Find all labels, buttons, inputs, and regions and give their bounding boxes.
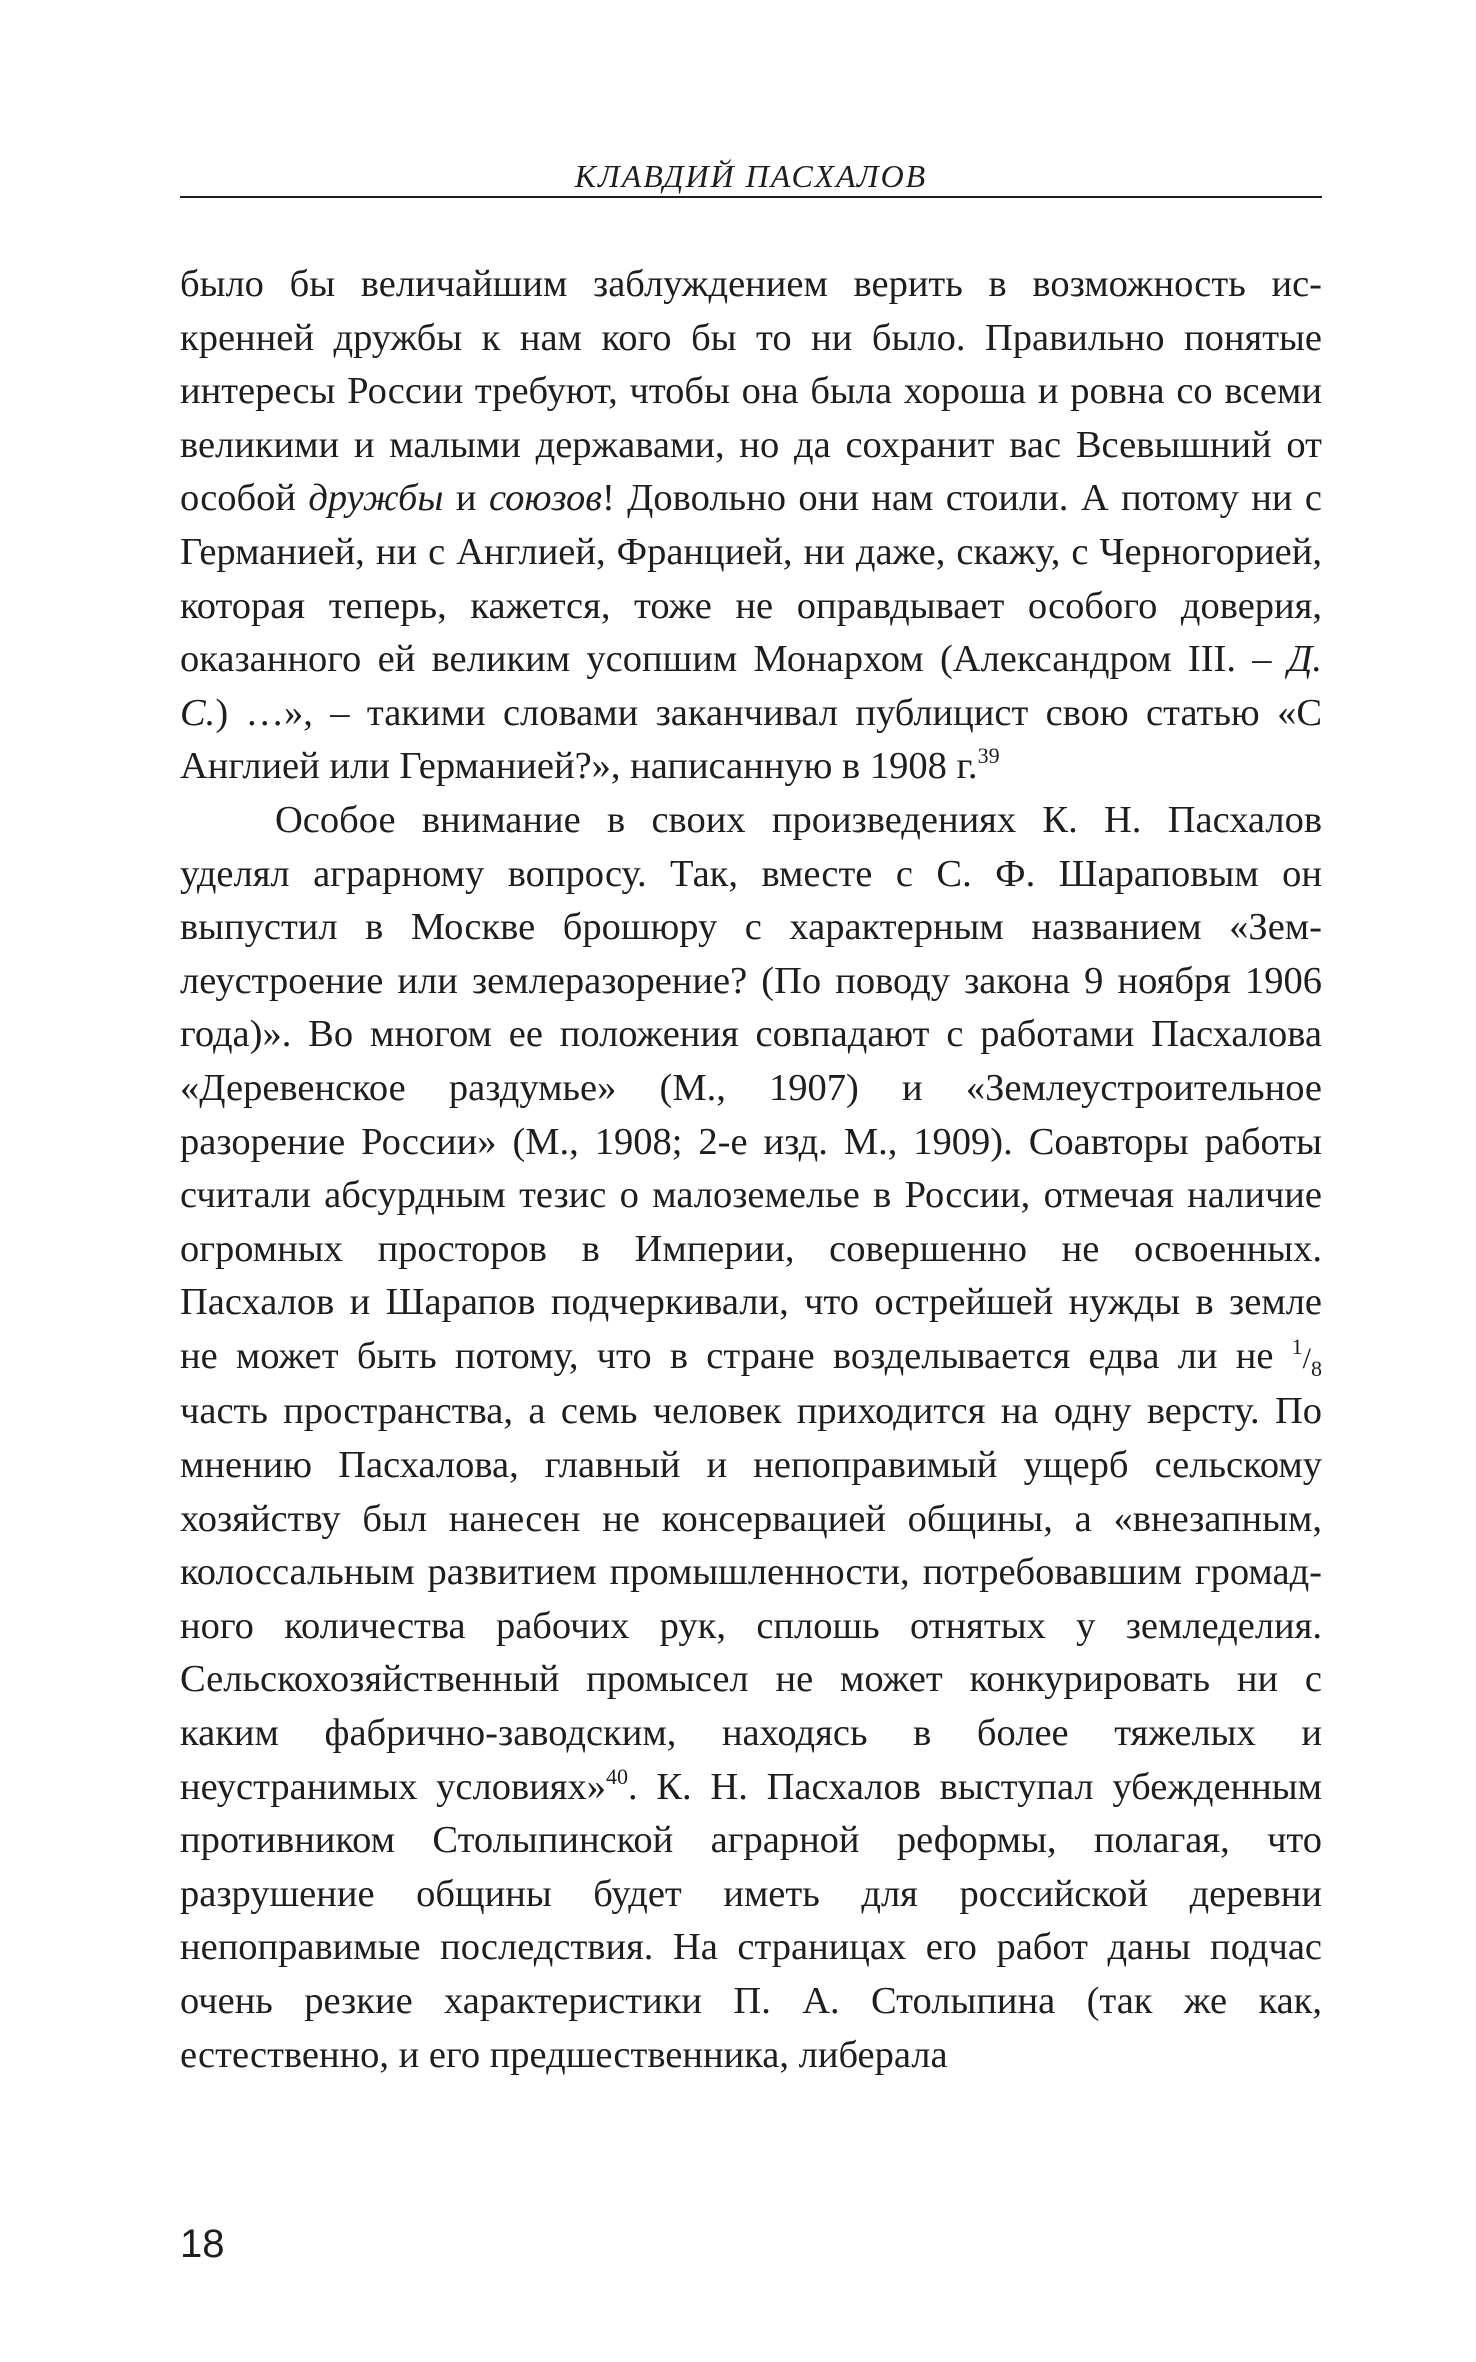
text-run: ) …», – такими словами заканчивал публицист свою статью «С Англией или Германией?», написанную в 1908 г. — [180, 691, 1322, 788]
page-number: 18 — [180, 2222, 225, 2266]
fraction-denominator: 8 — [1311, 1355, 1322, 1381]
header-rule — [180, 196, 1322, 198]
paragraph-continued — [180, 258, 1322, 794]
italic-text: союзов — [488, 477, 602, 520]
text-run: было бы величайшим заблуждением верить в возможность искренней дружбы к нам кого бы то ни было. Правильно понятые интересы России требуют, чтобы она была хороша и ровна со всеми великими и малыми державами, но да сохранит вас Всевышний от особой — [180, 263, 1322, 520]
text-run: часть пространства, а семь человек приходится на одну версту. По мнению Пасхалова, главный и непоправимый ущерб сельскому хозяйству был нанесен не консервацией общины, а «внезапным, колоссальным развитием промышленности, потребовавшим громадного количества рабочих рук, сплошь отнятых у земледелия. Сельскохозяйственный промысел не может конкурировать ни с каким фабрично-заводским, находясь в более тяжелых и неустранимых условиях» — [180, 1390, 1322, 1808]
text-run: и — [443, 477, 489, 520]
italic-text: Д. С. — [180, 638, 1322, 734]
body-text — [180, 258, 1322, 2082]
fraction-numerator: 1 — [1291, 1333, 1303, 1359]
text-run: ! Довольно они нам стоили. А потому ни с Германией, ни с Англией, Францией, ни даже, скажу, с Черногорией, которая теперь, кажется, тоже не оправдывает особого доверия, оказанного ей великим усопшим Монархом (Александром III. – — [180, 477, 1322, 681]
text-run: Особое внимание в своих произведениях К. Н. Пасхалов уделял аграрному вопросу. Так, вместе с С. Ф. Шараповым он выпустил в Москве брошюру с характерным названием «Землеустроение или землеразорение? (По поводу закона 9 ноября 1906 года)». Во многом ее положения совпадают с работами Пасхалова «Деревенское раздумье» (М., 1907) и «Землеустроительное разорение России» (М., 1908; 2-е изд. М., 1909). Соавторы работы считали абсурдным тезис о малоземелье в России, отмечая наличие огромных просторов в Империи, совершенно не освоенных. Пасхалов и Шарапов подчеркивали, что острейшей нужды в земле не может быть потому, что в стране возделывается едва ли не — [180, 798, 1322, 1377]
running-header: КЛАВДИЙ ПАСХАЛОВ — [574, 158, 928, 194]
footnote-ref: 40 — [605, 1763, 628, 1789]
text-run: . К. Н. Пасхалов выступал убежденным противником Столыпинской аграрной реформы, полагая, что разрушение общины будет иметь для российской деревни непоправимые последствия. На страницах его работ даны подчас очень резкие характеристики П. А. Столыпина (так же как, естественно, и его предшественника, либерала — [180, 1765, 1322, 2076]
paragraph — [180, 794, 1322, 2082]
fraction-slash: / — [1302, 1341, 1311, 1375]
italic-text: дружбы — [308, 477, 444, 520]
book-page — [180, 0, 1322, 2362]
fraction — [1291, 1333, 1322, 1381]
footnote-ref: 39 — [977, 743, 1000, 769]
